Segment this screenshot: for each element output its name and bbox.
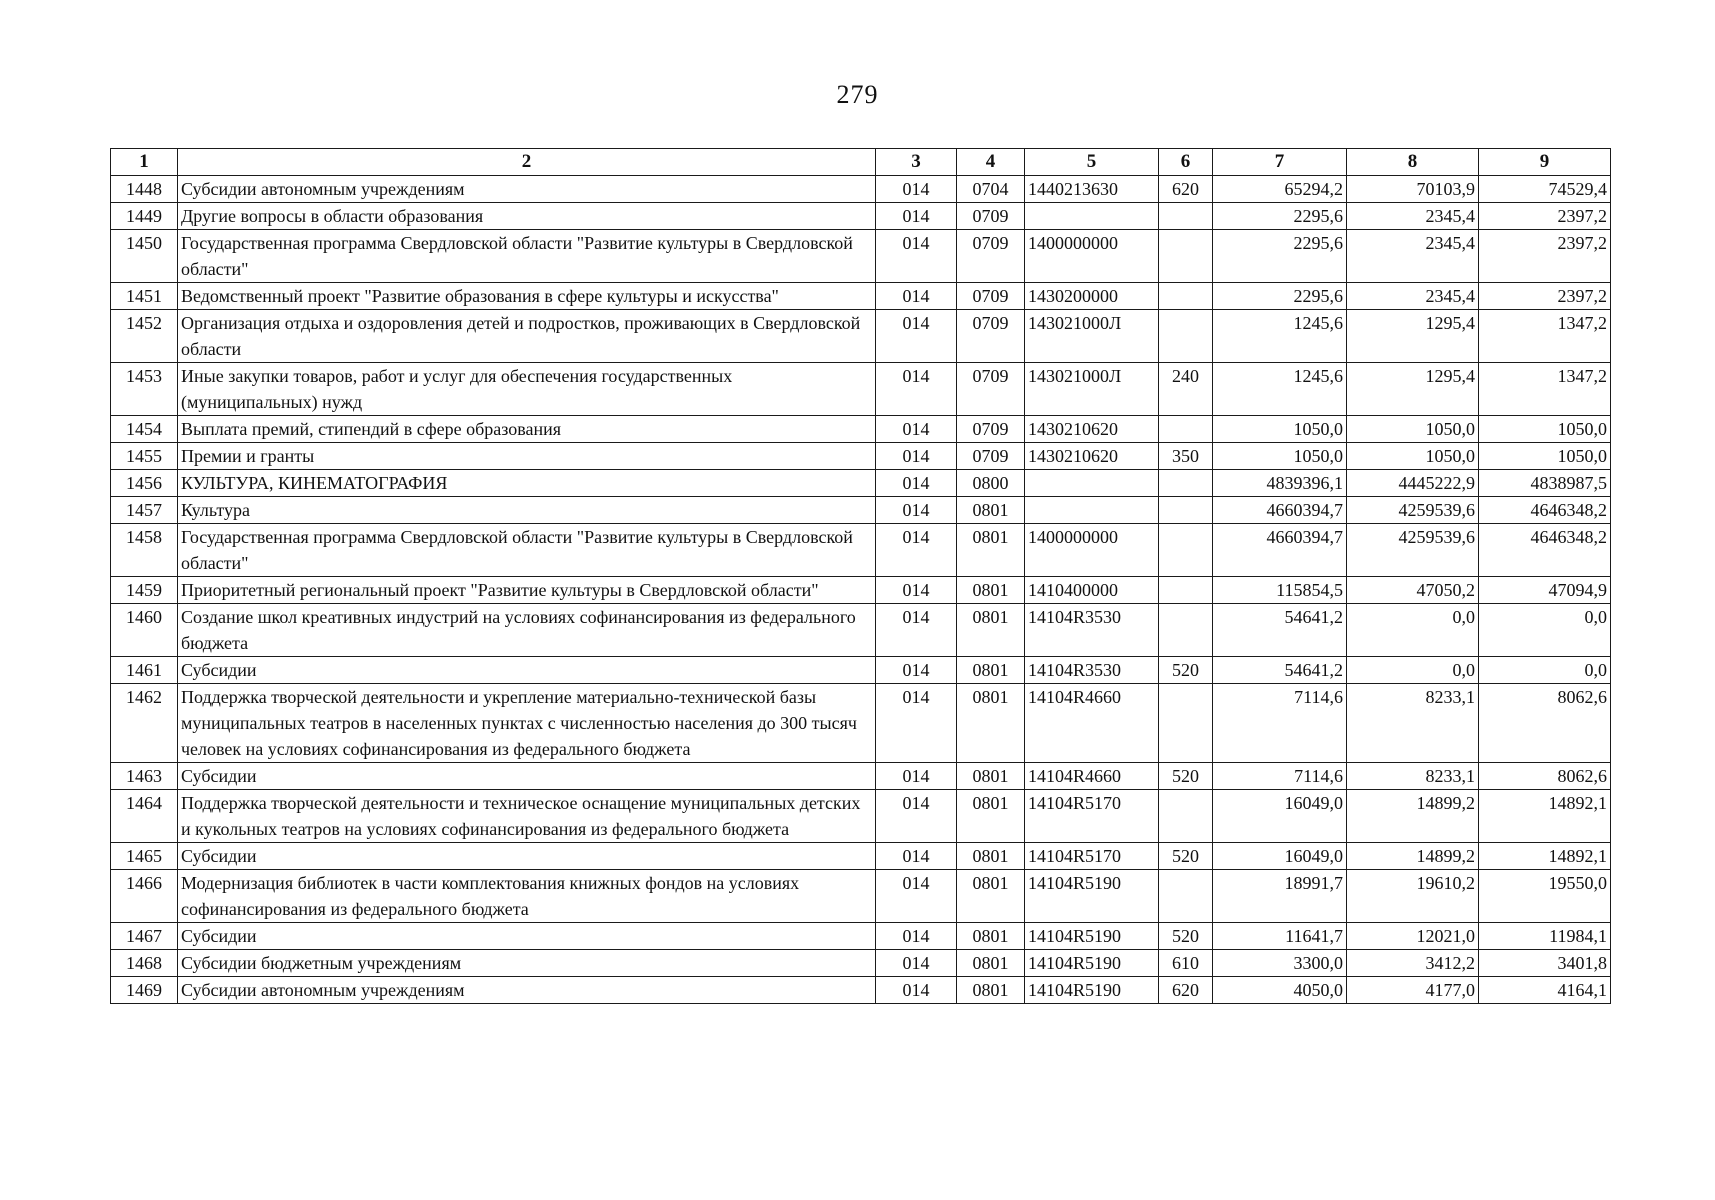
amount-col-9: 0,0 [1479,604,1611,657]
row-name: Субсидии [178,923,876,950]
row-name: Поддержка творческой деятельности и укрепление материально-технической базы муниципальных театров в населенных пунктах с численностью населения до 300 тысяч человек на условиях софинансирования из федерального бюджета [178,684,876,763]
target-article-code: 143021000Л [1025,310,1159,363]
ministry-code: 014 [876,283,957,310]
amount-col-9: 1347,2 [1479,363,1611,416]
expense-type-code [1159,470,1213,497]
row-number: 1448 [111,176,178,203]
expense-type-code: 610 [1159,950,1213,977]
section-code: 0801 [957,763,1025,790]
row-number: 1469 [111,977,178,1004]
row-name: Модернизация библиотек в части комплектования книжных фондов на условиях софинансирования из федерального бюджета [178,870,876,923]
target-article-code [1025,497,1159,524]
table-row [111,923,1611,950]
amount-col-9: 1347,2 [1479,310,1611,363]
section-code: 0709 [957,230,1025,283]
amount-col-9: 2397,2 [1479,230,1611,283]
page-number: 279 [836,80,879,109]
target-article-code: 14104R5190 [1025,950,1159,977]
table-body [111,176,1611,1004]
table-row [111,790,1611,843]
target-article-code [1025,203,1159,230]
amount-col-9: 8062,6 [1479,684,1611,763]
row-number: 1451 [111,283,178,310]
amount-col-9: 19550,0 [1479,870,1611,923]
table-row [111,950,1611,977]
expense-type-code [1159,283,1213,310]
section-code: 0801 [957,950,1025,977]
table-row [111,283,1611,310]
row-name: Организация отдыха и оздоровления детей и подростков, проживающих в Свердловской области [178,310,876,363]
table-row [111,443,1611,470]
amount-col-7: 11641,7 [1213,923,1347,950]
amount-col-9: 14892,1 [1479,843,1611,870]
expense-type-code: 520 [1159,923,1213,950]
row-number: 1466 [111,870,178,923]
target-article-code: 1430210620 [1025,416,1159,443]
ministry-code: 014 [876,203,957,230]
ministry-code: 014 [876,684,957,763]
section-code: 0801 [957,497,1025,524]
table-row [111,497,1611,524]
amount-col-8: 4259539,6 [1347,524,1479,577]
amount-col-9: 4164,1 [1479,977,1611,1004]
expense-type-code: 240 [1159,363,1213,416]
ministry-code: 014 [876,843,957,870]
table-row [111,524,1611,577]
section-code: 0709 [957,443,1025,470]
ministry-code: 014 [876,657,957,684]
table-row [111,416,1611,443]
amount-col-9: 2397,2 [1479,283,1611,310]
row-number: 1449 [111,203,178,230]
ministry-code: 014 [876,470,957,497]
ministry-code: 014 [876,524,957,577]
amount-col-8: 47050,2 [1347,577,1479,604]
amount-col-9: 4838987,5 [1479,470,1611,497]
expense-type-code: 520 [1159,843,1213,870]
table-row [111,657,1611,684]
section-code: 0801 [957,657,1025,684]
row-name: Приоритетный региональный проект "Развитие культуры в Свердловской области" [178,577,876,604]
amount-col-7: 1050,0 [1213,443,1347,470]
amount-col-7: 2295,6 [1213,203,1347,230]
amount-col-7: 65294,2 [1213,176,1347,203]
column-header: 4 [957,149,1025,176]
expense-type-code [1159,870,1213,923]
ministry-code: 014 [876,577,957,604]
amount-col-7: 4660394,7 [1213,497,1347,524]
row-number: 1467 [111,923,178,950]
target-article-code: 1430210620 [1025,443,1159,470]
target-article-code: 14104R5170 [1025,843,1159,870]
amount-col-8: 19610,2 [1347,870,1479,923]
target-article-code: 1410400000 [1025,577,1159,604]
row-name: Поддержка творческой деятельности и техническое оснащение муниципальных детских и кукольных театров на условиях софинансирования из федерального бюджета [178,790,876,843]
amount-col-8: 3412,2 [1347,950,1479,977]
column-header: 7 [1213,149,1347,176]
ministry-code: 014 [876,950,957,977]
ministry-code: 014 [876,176,957,203]
amount-col-7: 4660394,7 [1213,524,1347,577]
amount-col-9: 11984,1 [1479,923,1611,950]
amount-col-7: 7114,6 [1213,684,1347,763]
expense-type-code: 620 [1159,176,1213,203]
expense-type-code [1159,416,1213,443]
row-number: 1463 [111,763,178,790]
target-article-code: 14104R3530 [1025,657,1159,684]
amount-col-9: 8062,6 [1479,763,1611,790]
amount-col-7: 7114,6 [1213,763,1347,790]
section-code: 0801 [957,577,1025,604]
target-article-code [1025,470,1159,497]
column-header: 5 [1025,149,1159,176]
column-header: 1 [111,149,178,176]
ministry-code: 014 [876,870,957,923]
row-number: 1457 [111,497,178,524]
amount-col-8: 14899,2 [1347,843,1479,870]
amount-col-8: 8233,1 [1347,684,1479,763]
ministry-code: 014 [876,416,957,443]
row-number: 1468 [111,950,178,977]
ministry-code: 014 [876,604,957,657]
section-code: 0704 [957,176,1025,203]
target-article-code: 14104R4660 [1025,684,1159,763]
row-number: 1453 [111,363,178,416]
target-article-code: 14104R5170 [1025,790,1159,843]
target-article-code: 1430200000 [1025,283,1159,310]
amount-col-9: 4646348,2 [1479,524,1611,577]
ministry-code: 014 [876,310,957,363]
amount-col-9: 1050,0 [1479,443,1611,470]
expense-type-code [1159,790,1213,843]
section-code: 0801 [957,977,1025,1004]
amount-col-8: 4177,0 [1347,977,1479,1004]
amount-col-8: 1050,0 [1347,443,1479,470]
expense-type-code: 520 [1159,657,1213,684]
column-header: 2 [178,149,876,176]
row-name: Премии и гранты [178,443,876,470]
expense-type-code [1159,524,1213,577]
target-article-code: 14104R5190 [1025,923,1159,950]
target-article-code: 143021000Л [1025,363,1159,416]
expense-type-code [1159,577,1213,604]
amount-col-8: 8233,1 [1347,763,1479,790]
row-name: Другие вопросы в области образования [178,203,876,230]
amount-col-8: 0,0 [1347,657,1479,684]
amount-col-8: 2345,4 [1347,230,1479,283]
row-number: 1458 [111,524,178,577]
amount-col-7: 1245,6 [1213,363,1347,416]
table-row [111,577,1611,604]
amount-col-8: 1295,4 [1347,363,1479,416]
column-header: 9 [1479,149,1611,176]
row-name: Субсидии автономным учреждениям [178,176,876,203]
row-number: 1459 [111,577,178,604]
amount-col-9: 14892,1 [1479,790,1611,843]
amount-col-9: 3401,8 [1479,950,1611,977]
amount-col-8: 4445222,9 [1347,470,1479,497]
expense-type-code: 620 [1159,977,1213,1004]
amount-col-7: 1245,6 [1213,310,1347,363]
amount-col-7: 4839396,1 [1213,470,1347,497]
ministry-code: 014 [876,763,957,790]
table-row [111,470,1611,497]
target-article-code: 14104R4660 [1025,763,1159,790]
table-row [111,843,1611,870]
expense-type-code [1159,203,1213,230]
row-name: Создание школ креативных индустрий на условиях софинансирования из федерального бюджета [178,604,876,657]
row-number: 1465 [111,843,178,870]
amount-col-7: 54641,2 [1213,604,1347,657]
section-code: 0709 [957,283,1025,310]
expense-type-code: 520 [1159,763,1213,790]
row-number: 1462 [111,684,178,763]
expense-type-code [1159,230,1213,283]
amount-col-9: 2397,2 [1479,203,1611,230]
row-number: 1461 [111,657,178,684]
section-code: 0801 [957,684,1025,763]
row-name: Культура [178,497,876,524]
section-code: 0801 [957,870,1025,923]
row-name: Субсидии [178,763,876,790]
expense-type-code [1159,604,1213,657]
row-name: Субсидии бюджетным учреждениям [178,950,876,977]
amount-col-7: 18991,7 [1213,870,1347,923]
table-row [111,203,1611,230]
amount-col-7: 115854,5 [1213,577,1347,604]
row-name: Субсидии [178,657,876,684]
table-row [111,977,1611,1004]
target-article-code: 14104R5190 [1025,977,1159,1004]
section-code: 0801 [957,604,1025,657]
amount-col-7: 2295,6 [1213,283,1347,310]
amount-col-9: 74529,4 [1479,176,1611,203]
amount-col-9: 47094,9 [1479,577,1611,604]
row-name: Субсидии [178,843,876,870]
column-header: 6 [1159,149,1213,176]
amount-col-7: 54641,2 [1213,657,1347,684]
table-row [111,176,1611,203]
table-row [111,684,1611,763]
amount-col-8: 1050,0 [1347,416,1479,443]
column-header: 8 [1347,149,1479,176]
section-code: 0801 [957,843,1025,870]
target-article-code: 14104R3530 [1025,604,1159,657]
target-article-code: 1400000000 [1025,524,1159,577]
ministry-code: 014 [876,443,957,470]
ministry-code: 014 [876,363,957,416]
row-number: 1455 [111,443,178,470]
amount-col-8: 0,0 [1347,604,1479,657]
row-name: Государственная программа Свердловской области "Развитие культуры в Свердловской области" [178,524,876,577]
ministry-code: 014 [876,977,957,1004]
amount-col-8: 2345,4 [1347,203,1479,230]
table-row [111,870,1611,923]
row-name: Ведомственный проект "Развитие образования в сфере культуры и искусства" [178,283,876,310]
section-code: 0709 [957,363,1025,416]
table-row [111,310,1611,363]
amount-col-7: 16049,0 [1213,790,1347,843]
row-number: 1456 [111,470,178,497]
amount-col-9: 0,0 [1479,657,1611,684]
row-name: КУЛЬТУРА, КИНЕМАТОГРАФИЯ [178,470,876,497]
target-article-code: 1400000000 [1025,230,1159,283]
row-number: 1450 [111,230,178,283]
amount-col-8: 14899,2 [1347,790,1479,843]
section-code: 0801 [957,790,1025,843]
amount-col-9: 1050,0 [1479,416,1611,443]
row-number: 1454 [111,416,178,443]
section-code: 0800 [957,470,1025,497]
ministry-code: 014 [876,923,957,950]
amount-col-8: 4259539,6 [1347,497,1479,524]
amount-col-7: 2295,6 [1213,230,1347,283]
column-header: 3 [876,149,957,176]
section-code: 0709 [957,416,1025,443]
section-code: 0801 [957,923,1025,950]
amount-col-8: 1295,4 [1347,310,1479,363]
table-row [111,363,1611,416]
target-article-code: 1440213630 [1025,176,1159,203]
ministry-code: 014 [876,790,957,843]
row-name: Выплата премий, стипендий в сфере образования [178,416,876,443]
row-name: Субсидии автономным учреждениям [178,977,876,1004]
amount-col-7: 3300,0 [1213,950,1347,977]
ministry-code: 014 [876,230,957,283]
section-code: 0709 [957,310,1025,363]
expense-type-code [1159,684,1213,763]
section-code: 0709 [957,203,1025,230]
row-name: Государственная программа Свердловской области "Развитие культуры в Свердловской области" [178,230,876,283]
amount-col-8: 2345,4 [1347,283,1479,310]
expense-type-code: 350 [1159,443,1213,470]
amount-col-9: 4646348,2 [1479,497,1611,524]
row-number: 1452 [111,310,178,363]
amount-col-8: 70103,9 [1347,176,1479,203]
row-number: 1460 [111,604,178,657]
row-number: 1464 [111,790,178,843]
expense-type-code [1159,497,1213,524]
ministry-code: 014 [876,497,957,524]
amount-col-7: 1050,0 [1213,416,1347,443]
expense-type-code [1159,310,1213,363]
section-code: 0801 [957,524,1025,577]
row-name: Иные закупки товаров, работ и услуг для обеспечения государственных (муниципальных) нужд [178,363,876,416]
target-article-code: 14104R5190 [1025,870,1159,923]
amount-col-7: 4050,0 [1213,977,1347,1004]
table-row [111,604,1611,657]
table-row [111,230,1611,283]
budget-table [110,148,1611,1004]
amount-col-8: 12021,0 [1347,923,1479,950]
amount-col-7: 16049,0 [1213,843,1347,870]
table-row [111,763,1611,790]
header-row [111,149,1611,176]
